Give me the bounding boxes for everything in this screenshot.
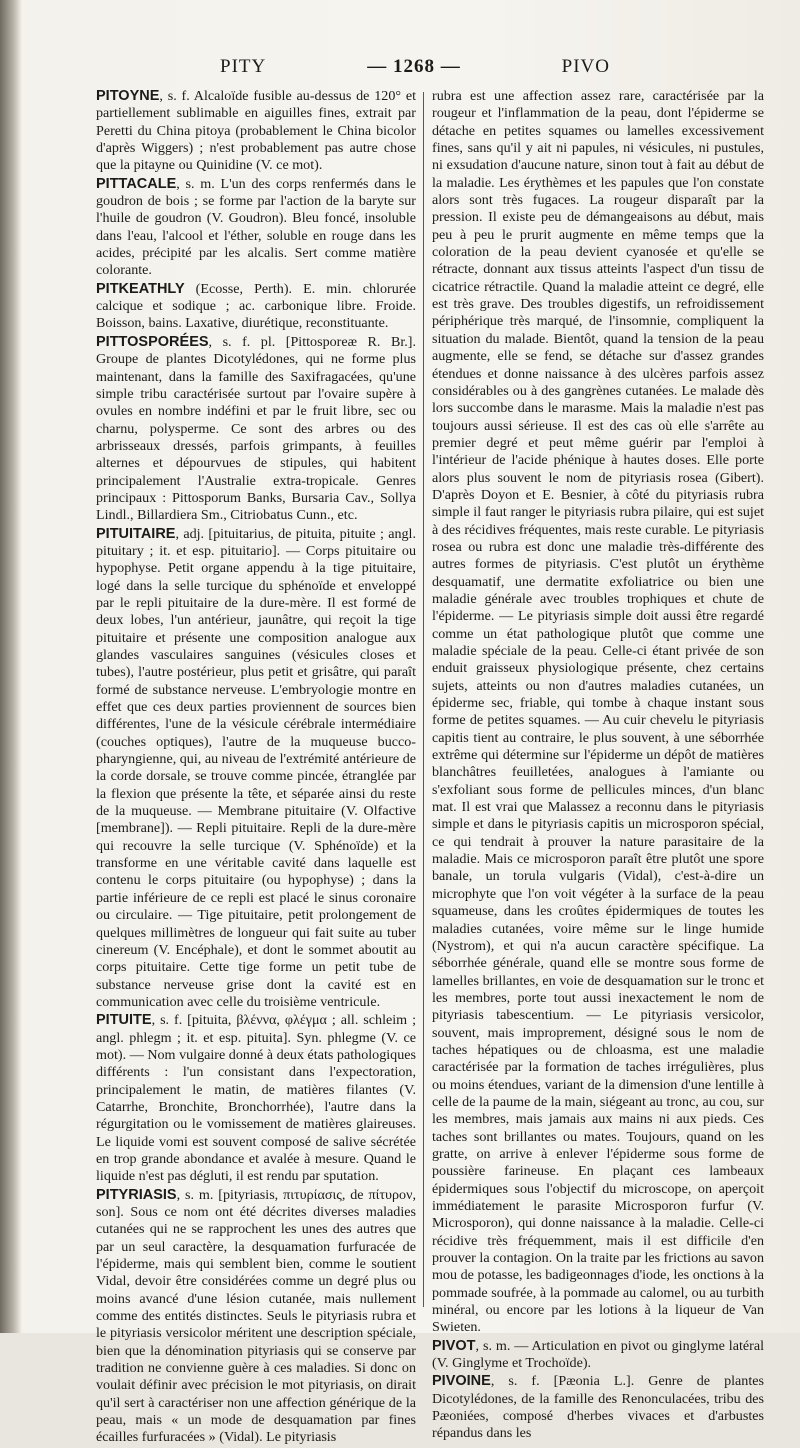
entry-text: , s. f. [pituita, βλέννα, φλέγμα ; all. schleim ; angl. phlegm ; it. et esp. pituita]. Syn. phlegme (V. ce mot). — Nom vulgaire donné à deux états pathologiques différents : l'un consistant dans l'expectoration, principalement le matin, de matières filantes (V. Catarrhe, Bronchite, Bronchorrhée), l'autre dans la régurgitation ou le vomissement de matières glaireuses. Le liquide vomi est souvent composé de salive sécrétée en trop grande abondance et avalée à mesure. Quand le liquide n'est pas dégluti, il est rendu par sputation. xyxy=(96,1012,416,1185)
headword: PIVOT xyxy=(432,1337,476,1354)
page-header xyxy=(70,52,780,82)
entry-pitkeathly xyxy=(96,281,416,333)
entry-pituite xyxy=(96,1012,416,1185)
header-right-word: PIVO xyxy=(561,56,610,77)
headword: PITUITE xyxy=(96,1012,152,1029)
right-column xyxy=(432,88,764,1444)
headword: PIVOINE xyxy=(432,1373,491,1390)
entry-text: , s. f. [Pæonia L.]. Genre de plantes Dicotylédones, de la famille des Renonculacées, tribu des Pæoniées, composé d'herbes vivaces et d'arbustes répandus dans les xyxy=(432,1373,764,1442)
entry-pitoyne xyxy=(96,88,416,175)
entry-pittosporees xyxy=(96,334,416,525)
headword: PITOYNE xyxy=(96,88,160,104)
page-number: — 1268 — xyxy=(367,56,461,77)
entry-text: rubra est une affection assez rare, caractérisée par la rougeur et l'inflammation de la peau, dont l'épiderme se détache en petites squames ou lamelles excessivement fines, sans qu'il y ait ni papules, ni vésicules, ni pustules, ni exsudation d'aucune nature, sinon tout à fait au début de la maladie. Les érythèmes et les papules que l'on constate alors sont très fugaces. La rougeur disparaît par la pression. Il existe peu de démangeaisons au début, mais peu à peu le prurit augmente en même temps que la coloration de la peau devient cyanosée et qu'elle se rétracte, donnant aux tissus atteints l'aspect d'un tissu de cicatrice rétractile. Quand la maladie atteint ce degré, elle est très grave. Des troubles digestifs, un refroidissement périphérique très marqué, de l'insomnie, compliquent la situation du malade. Bientôt, quand la tension de la peau augmente, elle se fend, se détache sur d'assez grandes étendues et donne naissance à des ulcères parfois assez considérables ou à des gangrènes cutanées. Le malade dès lors succombe dans le marasme. Mais la maladie n'est pas toujours aussi sérieuse. Il est des cas où elle s'arrête au premier degré et peut même guérir par l'emploi à l'intérieur de l'acide phénique à hautes doses. Elle porte alors plus souvent le nom de pityriasis rosea (Gibert). D'après Doyon et E. Besnier, à côté du pityriasis rubra simple il faut ranger le pityriasis rubra pilaire, qui est sujet à des récidives fréquentes, mais reste curable. Le pityriasis rosea ou rubra est donc une maladie très-différente des autres formes de pityriasis. C'est plutôt un érythème desquamatif, une dermatite exfoliatrice ou bien une maladie générale avec troubles trophiques et chute de l'épiderme. — Le pityriasis simple doit aussi être regardé comme un état pathologique plutôt que comme une maladie spéciale de la peau. Celle-ci étant privée de son enduit graisseux physiologique présente, chez certains sujets, atteints ou non d'autres maladies cutanées, un épiderme sec, friable, qui tombe à chaque instant sous forme de petites squames. — Au cuir chevelu le pityriasis capitis tient au contraire, le plus souvent, à une séborrhée extrême qui détermine sur l'épiderme un dépôt de matières blanchâtres feuilletées, analogues à l'amiante ou s'exfoliant sous forme de pellicules minces, d'un blanc mat. Il est vrai que Malassez a reconnu dans le pityriasis simple et dans le pityriasis capitis un microsporon spécial, ce qui tendrait à prouver la nature parasitaire de la maladie. Mais ce microsporon paraît être plutôt une spore banale, un torula vulgaris (Vidal), c'est-à-dire un microphyte que l'on voit végéter à la surface de la peau squameuse, dans les croûtes épidermiques de toutes les maladies cutanées, voire même sur le linge humide (Nystrom), et qui n'a aucun caractère spécifique. La séborrhée générale, quand elle se montre sous forme de lamelles brillantes, en voie de desquamation sur le tronc et les membres, porte tout aussi inexactement le nom de pityriasis tabescentium. — Le pityriasis versicolor, souvent, mais improprement, désigné sous le nom de taches hépatiques ou de chloasma, est une maladie caractérisée par la formation de taches irrégulières, plus ou moins étendues, variant de la dimension d'une lentille à celle de la paume de la main, siégeant au tronc, au cou, sur les membres, mais jamais aux mains ni aux pieds. Ces taches sont brillantes ou mates. Toujours, quand on les gratte, on arrive à enlever l'épiderme sous forme de poussière farineuse. En plaçant ces lambeaux épidermiques sous l'objectif du microscope, on aperçoit immédiatement le parasite Microsporon furfur (V. Microsporon), qui donne naissance à la maladie. Celle-ci récidive très fréquemment, mais il est difficile d'en prouver la contagion. On la traite par les frictions au savon mou de potasse, les badigeonnages d'iode, les onctions à la pommade soufrée, à la pommade au calomel, ou au turbith minéral, ou encore par les lotions à la liqueur de Van Swieten. xyxy=(432,88,764,1336)
column-divider xyxy=(423,92,424,1307)
headword: PITUITAIRE xyxy=(96,525,176,542)
header-left-word: PITY xyxy=(220,56,267,77)
book-spine-shadow xyxy=(0,0,22,1333)
entry-pituitaire xyxy=(96,526,416,1012)
left-column xyxy=(96,88,416,1448)
entry-pittacale xyxy=(96,176,416,280)
headword: PITKEATHLY xyxy=(96,280,185,297)
entry-pivot xyxy=(432,1338,764,1373)
entry-pityriasis-continued xyxy=(432,88,764,1337)
entry-text: , adj. [pituitarius, de pituita, pituite ; angl. pituitary ; it. et esp. pituitario]. — Corps pituitaire ou hypophyse. Petit organe appendu à la tige pituitaire, logé dans la selle turcique du sphénoïde et enveloppé par le repli pituitaire de la dure-mère. Il est formé de deux lobes, l'un antérieur, jaunâtre, qui reçoit la tige pituitaire et présente une composition analogue aux glandes vasculaires sanguines (vésicules closes et tubes), l'autre postérieur, plus petit et grisâtre, qui paraît formé de substance nerveuse. L'embryologie montre en effet que ces deux parties proviennent de sources bien différentes, l'une de la vésicule cérébrale intermédiaire (couches optiques), l'autre de la muqueuse bucco-pharyngienne, qui, au niveau de l'extrémité antérieure de la corde dorsale, se trouve comme pincée, étranglée par la flexion que présente la tête, et séparée ainsi du reste de la muqueuse. — Membrane pituitaire (V. Olfactive [membrane]). — Repli pituitaire. Repli de la dure-mère qui recouvre la selle turcique (V. Sphénoïde) et la transforme en une véritable cavité dans laquelle est contenu le corps pituitaire (ou hypophyse) ; dans la partie inférieure de ce repli est placé le sinus coronaire ou circulaire. — Tige pituitaire, petit prolongement de quelques millimètres de longueur qui fait suite au tuber cinereum (V. Encéphale), et dont le sommet aboutit au corps pituitaire. Cette tige forme un petit tube de substance nerveuse grise dont la cavité est en communication avec celle du troisième ventricule. xyxy=(96,525,416,1010)
headword: PITTOSPORÉES xyxy=(96,333,209,350)
entry-pityriasis xyxy=(96,1187,416,1447)
entry-text: (Ecosse, Perth). E. min. chlorurée calcique et sodique ; ac. carbonique libre. Froide. Boisson, bains. Laxative, diurétique, reconstituante. xyxy=(96,280,416,332)
entry-text: , s. m. [pityriasis, πιτυρίασις, de πίτυρον, son]. Sous ce nom ont été décrites diverses maladies cutanées qui ne se rapprochent les unes des autres que par un seul caractère, la desquamation furfuracée de l'épiderme, mais qui semblent bien, comme le soutient Vidal, devoir être considérées comme un degré plus ou moins avancé d'une lésion cutanée, mais nullement comme des entités distinctes. Seuls le pityriasis rubra et le pityriasis versicolor méritent une description spéciale, bien que la dénomination pityriasis qui se conserve par tradition ne convienne guère à ces maladies. Si donc on voulait définir avec précision le mot pityriasis, on dirait qu'il sert à caractériser non une affection générique de la peau, mais « un mode de desquamation par fines écailles furfuracées » (Vidal). Le pityriasis xyxy=(96,1186,416,1446)
entry-text: , s. f. Alcaloïde fusible au-dessus de 120° et partiellement sublimable en aiguilles fines, extrait par Peretti du China pitoya (probablement le China bicolor d'après Wiggers) ; n'est probablement pas autre chose que la pitayne ou Quinidine (V. ce mot). xyxy=(96,88,416,174)
entry-pivoine xyxy=(432,1373,764,1442)
entry-text: , s. m. L'un des corps renfermés dans le goudron de bois ; se forme par l'action de la baryte sur l'huile de goudron (V. Goudron). Bleu foncé, insoluble dans l'eau, l'alcool et l'éther, soluble en rouge dans les acides, précipité par les alcalis. Sert comme matière colorante. xyxy=(96,175,416,279)
headword: PITYRIASIS xyxy=(96,1186,177,1203)
entry-text: , s. f. pl. [Pittosporeæ R. Br.]. Groupe de plantes Dicotylédones, qui ne forme plus maintenant, dans la famille des Saxifragacées, qu'une simple tribu caractérisée surtout par l'ovaire supère à ovules en nombre indéfini et par le fruit libre, sec ou charnu, polysperme. Ce sont des arbres ou des arbrisseaux dressés, parfois grimpants, à feuilles alternes et dépourvues de stipules, qui habitent principalement l'Australie extra-tropicale. Genres principaux : Pittosporum Banks, Bursaria Cav., Sollya Lindl., Billardiera Sm., Citriobatus Cunn., etc. xyxy=(96,333,416,524)
entry-text: , s. m. — Articulation en pivot ou ginglyme latéral (V. Ginglyme et Trochoïde). xyxy=(432,1337,764,1372)
headword: PITTACALE xyxy=(96,175,177,192)
